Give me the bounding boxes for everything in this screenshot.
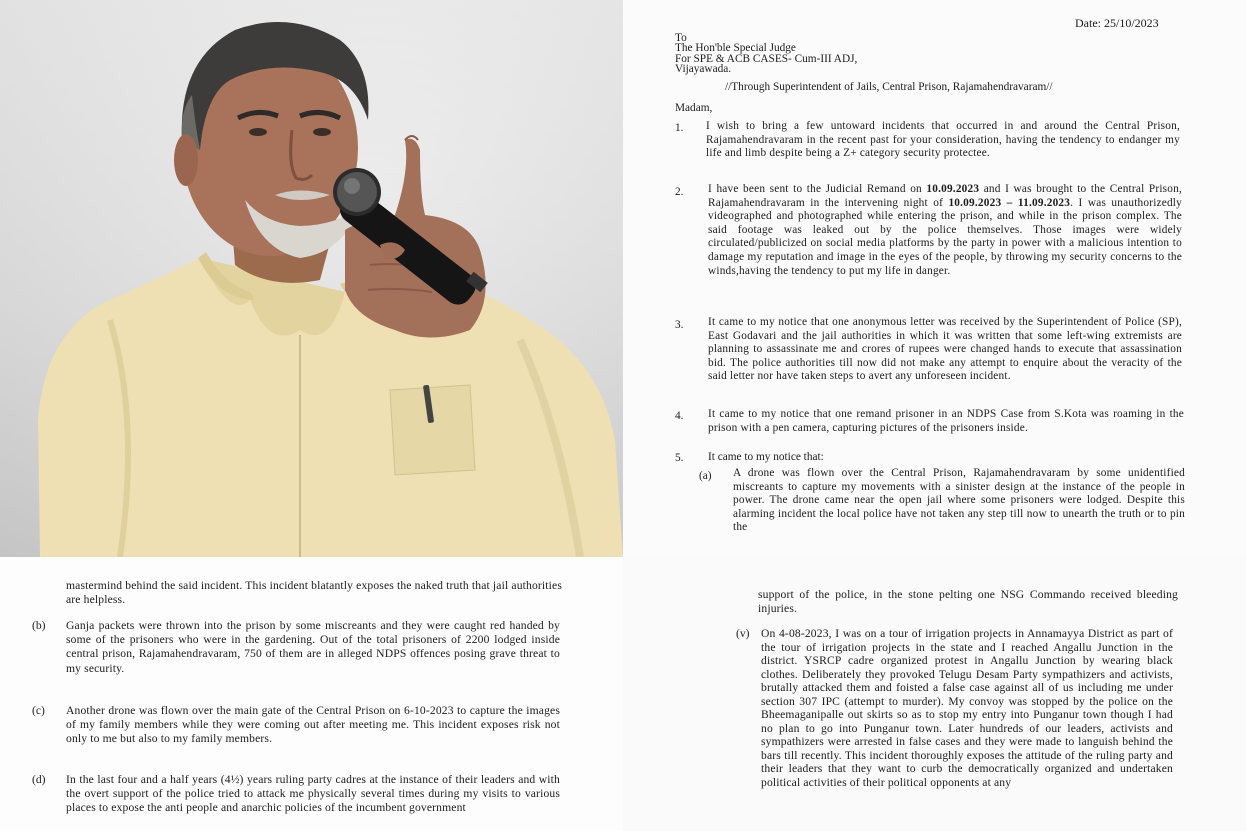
letter-page-1 bbox=[623, 0, 1246, 557]
para-3-number: 3. bbox=[675, 319, 684, 331]
address-to: To bbox=[675, 32, 687, 44]
through-line: //Through Superintendent of Jails, Central Prison, Rajamahendravaram// bbox=[725, 81, 1053, 93]
item-d-number: (d) bbox=[32, 773, 46, 786]
letter-page-2 bbox=[0, 557, 623, 831]
item-v-number: (v) bbox=[736, 627, 750, 640]
letter-page-3 bbox=[623, 557, 1246, 831]
item-c-number: (c) bbox=[32, 704, 45, 717]
page-3-continuation: support of the police, in the stone pelting one NSG Commando received bleeding injuries. bbox=[758, 588, 1178, 616]
item-b-number: (b) bbox=[32, 619, 46, 632]
address-line-3: Vijayawada. bbox=[675, 63, 732, 75]
para-3-text: It came to my notice that one anonymous letter was received by the Superintendent of Police (SP), East Godavari and the jail authorities in which it was written that some left-wing extremists are planning to assassinate me and crores of rupees were changed hands to execute that assassination bid. The police authorities till now did not make any attempt to enquire about the veracity of the said letter nor have taken steps to avert any unforeseen incident. bbox=[708, 316, 1182, 383]
item-d-text: In the last four and a half years (4½) years ruling party cadres at the instance of their leaders and with the overt support of the police tried to attack me physically several times during my visits to various places to expose the anti people and anarchic policies of the incumbent government bbox=[66, 773, 560, 815]
para-5-number: 5. bbox=[675, 452, 684, 464]
para-5-text: It came to my notice that: bbox=[708, 451, 824, 463]
item-v-text: On 4-08-2023, I was on a tour of irrigation projects in Annamayya District as part of the tour of irrigation projects in the state and I reached Angallu Junction in the district. YSRCP cadre organized protest in Angallu Junction by wearing black clothes. Deliberately they provoked Telugu Desam Party sympathizers and activists, brutally attacked them and foisted a false case against all of us including me under section 307 IPC (attempt to murder). My convoy was stopped by the police on the Bheemaganipalle out skirts so as to stop my entry into Punganur town though I had no plan to go into Punganur town. Later hundreds of our leaders, activists and sympathizers were arrested in false cases and they were made to languish behind the bars till recently. This incident thoroughly exposes the attitude of the ruling party and their leaders that they want to curb the democratically organized and undertaken political activities of their political opponents at any bbox=[761, 627, 1173, 789]
para-4-text: It came to my notice that one remand prisoner in an NDPS Case from S.Kota was roaming in the prison with a pen camera, capturing pictures of the prisoners inside. bbox=[708, 408, 1184, 434]
speaker-photo bbox=[0, 0, 623, 557]
address-line-2: For SPE & ACB CASES- Cum-III ADJ, bbox=[675, 53, 858, 65]
para-5a-number: (a) bbox=[699, 470, 712, 482]
para-1-text: I wish to bring a few untoward incidents that occurred in and around the Central Prison, Rajamahendravaram in the recent past for your consideration, having the tendency to endanger my life and limb despite being a Z+ category security protectee. bbox=[706, 120, 1180, 160]
page-2-continuation: mastermind behind the said incident. This incident blatantly exposes the naked truth that jail authorities are helpless. bbox=[66, 579, 562, 607]
para-4-number: 4. bbox=[675, 410, 684, 422]
salutation: Madam, bbox=[675, 102, 713, 114]
para-2-number: 2. bbox=[675, 186, 684, 198]
para-1-number: 1. bbox=[675, 122, 684, 134]
speaker-illustration bbox=[0, 0, 623, 557]
letter-date: Date: 25/10/2023 bbox=[1075, 16, 1159, 30]
para-2-text: I have been sent to the Judicial Remand on 10.09.2023 and I was brought to the Central Prison, Rajamahendravaram in the intervening night of 10.09.2023 – 11.09.2023. I was unauthorizedly videographed and photographed while entering the prison, and while in the prison complex. The said footage was leaked out by the police themselves. Those images were widely circulated/publicized on social media platforms by the party in power with a malicious intention to damage my reputation and image in the eyes of the people, by throwing my security concerns to the winds,having the tendency to put my life in danger. bbox=[708, 183, 1182, 277]
address-line-1: The Hon'ble Special Judge bbox=[675, 42, 796, 54]
item-c-text: Another drone was flown over the main gate of the Central Prison on 6-10-2023 to capture the images of my family members while they were coming out after meeting me. This incident exposes risk not only to me but also to my family members. bbox=[66, 704, 560, 746]
para-5a-text: A drone was flown over the Central Prison, Rajamahendravaram by some unidentified miscreants to capture my movements with a sinister design at the instance of the people in power. The drone came near the open jail where some prisoners were lodged. Despite this alarming incident the local police have not taken any step till now to unearth the truth or to pin the bbox=[733, 467, 1185, 534]
item-b-text: Ganja packets were thrown into the prison by some miscreants and they were caught red handed by some of the prisoners who were in the gardening. Out of the total prisoners of 2200 lodged inside central prison, Rajamahendravaram, 750 of them are in alleged NDPS offences posing grave threat to my security. bbox=[66, 619, 560, 675]
